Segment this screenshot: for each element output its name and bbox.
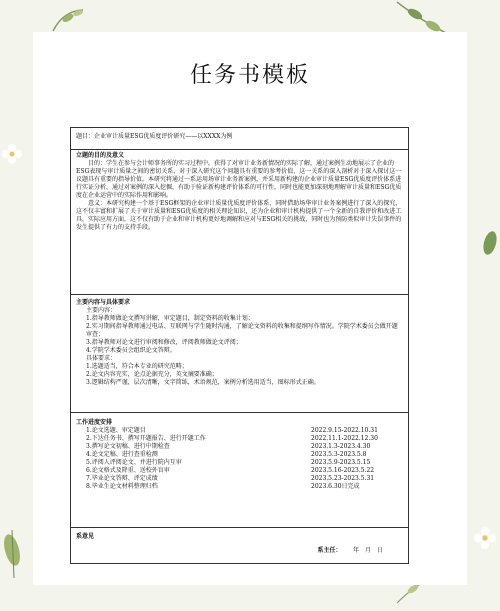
schedule-date: 2023.1.3-2023.4.30 — [311, 443, 371, 450]
requirements-item: 3.逻辑结构严谨，层次清晰，文字简练，术语规范，案例分析选用适当，图标形式正确。 — [86, 379, 320, 386]
requirements-section — [71, 295, 408, 413]
schedule-task: 7.毕业论文答辩、评定成绩 — [86, 475, 158, 482]
requirements-item: 具体要求： — [86, 355, 117, 362]
requirements-item: 主要内容： — [86, 307, 117, 314]
requirements-heading: 主要内容与具体要求 — [76, 299, 131, 306]
schedule-date: 2023.5.23-2023.5.31 — [311, 475, 375, 482]
schedule-row — [76, 483, 403, 491]
schedule-row — [76, 451, 403, 459]
schedule-row — [76, 459, 403, 467]
task-sheet-table — [70, 127, 409, 564]
schedule-date: 2023.5.16-2023.5.22 — [311, 467, 375, 474]
schedule-row — [76, 443, 403, 451]
date-fields: 年 月 日 — [352, 547, 383, 554]
purpose-section — [71, 150, 408, 295]
schedule-task: 2.下达任务书、撰写开题报告、进行开题工作 — [86, 435, 206, 442]
flower-decoration-left — [0, 142, 24, 166]
schedule-heading: 工作进度安排 — [76, 419, 113, 426]
requirements-item: 4.学院学术委员会组织论文答辩。 — [86, 347, 176, 354]
leaf-decoration-bottom-left — [0, 520, 30, 580]
schedule-task: 5.评阅人评阅论文、并进行院内互审 — [86, 459, 182, 466]
schedule-row — [76, 427, 403, 435]
schedule-date: 2023.6.30日完成 — [311, 483, 360, 490]
schedule-row — [76, 475, 403, 483]
purpose-heading: 立题的目的及意义 — [76, 152, 125, 159]
topic-row — [71, 128, 408, 150]
schedule-row — [76, 467, 403, 475]
requirements-item: 1.选题适当，符合本专业的研究范畴； — [86, 363, 188, 370]
leaf-decoration-right — [478, 225, 500, 275]
schedule-date: 2022.11.1-2022.12.30 — [311, 435, 378, 442]
schedule-task: 6.论文格式及降重、送校外盲审 — [86, 467, 170, 474]
purpose-paragraph-2: 意义：本研究构建一个基于ESG框架的企业审计质量优质度评价体系，同时借助场华审计业务案例进行了深入的探究，这不仅丰富和扩展了关于审计质量和ESG优质度的相关理论知识，还为企业和审计机构提供了一个全新的自我评价和改进工具，实际应用方面，这不仅有助于企业和审计机构更好地调解和应对与ESG相关的挑战，同时也为预防类似审计失误事件的发生提供了有力的支持手段。 — [76, 200, 402, 231]
requirements-item: 3.指导教师对论文进行审阅和修改，评阅教师做论文评阅； — [86, 339, 242, 346]
requirements-item: 2.实习期间指导教师通过电话、互联网与学生随时沟通，了解论文资料的收集和提纲写作情况。学院学术委员会做开题审查； — [86, 323, 398, 338]
requirements-item: 1.指导教师做论文撰写讲解，审定题目，制定资料的收集计划； — [86, 315, 254, 322]
document-title: 任务书模板 — [189, 63, 310, 88]
schedule-date: 2023.5.3-2023.5.8 — [311, 451, 367, 458]
topic-text: 题目：企业审计质量ESG优质度评价研究——以XXXX为例 — [76, 133, 233, 140]
schedule-task: 3.撰写论文初稿、进行中期检查 — [86, 443, 170, 450]
schedule-task: 8.毕业生论文材料整理归档 — [86, 483, 158, 490]
signer-label: 系主任： — [317, 547, 342, 554]
schedule-task: 1.论文选题、审定题目 — [86, 427, 146, 434]
schedule-row — [76, 435, 403, 443]
schedule-task: 4.论文定稿、进行查重检测 — [86, 451, 158, 458]
schedule-date: 2023.5.9-2023.5.15 — [311, 459, 371, 466]
schedule-date: 2022.9.15-2022.10.31 — [311, 427, 378, 434]
signature-line — [76, 547, 403, 555]
flower-decoration-bottom-right — [472, 525, 498, 551]
opinion-section — [71, 528, 408, 563]
opinion-heading: 系意见 — [76, 533, 95, 540]
schedule-section — [71, 413, 408, 528]
purpose-paragraph-1: 目的：学生在参与会计师事务所的实习过程中，获得了对审计业务新情况的实际了解，通过案例生动地展示了企业的ESG表现与审计质量之间的密切关系，对于深入研究这个问题具有重要的参考价值，这一关系的深入剖析对于深入探讨这一议题具有重要的指导价值。本研究将通过一系运用场审计业务新案例，并采用新构建的企业审计质量ESG优质度评价体系进行实证分析，通过对案例的深入挖掘，有助于验证新构建评价体系的可行性，同时也能更加深刻地理解审计质量和ESG优质度在企业运营中的实际作用和影响。 — [76, 160, 402, 199]
requirements-item: 2.论文内容充实，论点论据充分，英文摘要准确； — [86, 371, 218, 378]
